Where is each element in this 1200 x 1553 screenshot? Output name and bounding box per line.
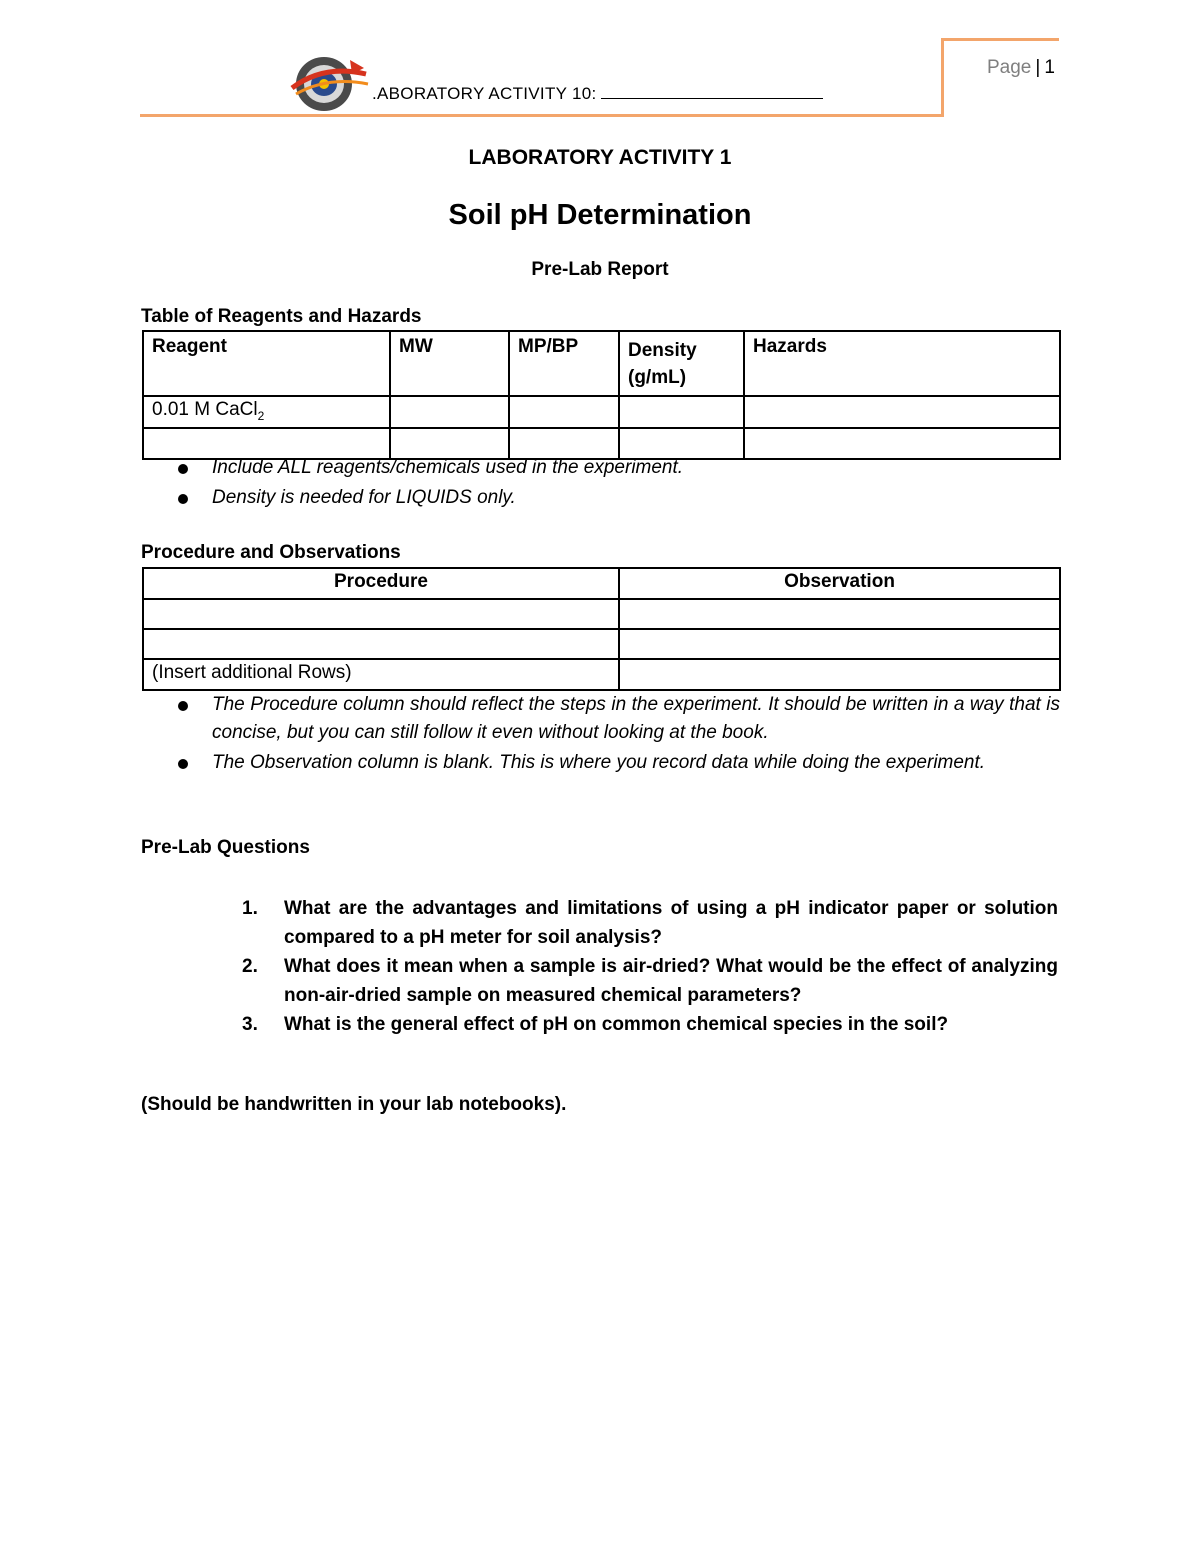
questions-list xyxy=(242,894,1058,1039)
reagents-heading: Table of Reagents and Hazards xyxy=(141,306,422,327)
reagents-notes xyxy=(142,454,1060,512)
table-row xyxy=(143,659,1060,690)
reagent-subscript: 2 xyxy=(257,408,265,423)
reagent-name: 0.01 M CaCl xyxy=(152,399,258,420)
observation-cell[interactable] xyxy=(619,599,1060,629)
density-unit: (g/mL) xyxy=(628,367,687,388)
question-text: What are the advantages and limitations of using a pH indicator paper or solution compared to a pH meter for soil analysis? xyxy=(284,898,1058,948)
list-item xyxy=(242,1010,1058,1039)
hazards-cell[interactable] xyxy=(744,396,1060,428)
list-item xyxy=(242,894,1058,952)
procedure-cell[interactable] xyxy=(143,599,619,629)
header-blank-line xyxy=(601,84,823,99)
bullet-icon xyxy=(178,494,188,504)
reagents-table xyxy=(142,330,1061,460)
procedure-table xyxy=(142,567,1061,691)
list-item xyxy=(142,454,1060,482)
header-activity-text: .ABORATORY ACTIVITY 10: xyxy=(372,84,597,103)
density-label: Density xyxy=(628,340,697,361)
column-header-hazards: Hazards xyxy=(744,331,1060,396)
table-row xyxy=(143,396,1060,428)
question-number: 1. xyxy=(242,898,258,919)
note-text: Include ALL reagents/chemicals used in the experiment. xyxy=(212,457,684,478)
page-word: Page xyxy=(987,57,1032,78)
bullet-icon xyxy=(178,759,188,769)
list-item xyxy=(142,484,1060,512)
note-text: The Procedure column should reflect the steps in the experiment. It should be written in a way that is concise, but you can still follow it even without looking at the book. xyxy=(212,694,1060,743)
procedure-cell[interactable]: (Insert additional Rows) xyxy=(143,659,619,690)
question-text: What does it mean when a sample is air-dried? What would be the effect of analyzing non-air-dried sample on measured chemical parameters? xyxy=(284,956,1058,1006)
page-number-value: 1 xyxy=(1044,57,1055,78)
note-text: Density is needed for LIQUIDS only. xyxy=(212,487,516,508)
column-header-observation: Observation xyxy=(619,568,1060,599)
mw-cell[interactable] xyxy=(390,396,509,428)
header-divider xyxy=(941,38,944,117)
questions-heading: Pre-Lab Questions xyxy=(141,837,310,858)
procedure-cell[interactable] xyxy=(143,629,619,659)
activity-title: LABORATORY ACTIVITY 1 xyxy=(468,146,732,169)
table-row xyxy=(143,599,1060,629)
list-item xyxy=(142,749,1060,777)
column-header-density xyxy=(619,331,744,396)
column-header-mw: MW xyxy=(390,331,509,396)
column-header-mpbp: MP/BP xyxy=(509,331,619,396)
table-row xyxy=(143,629,1060,659)
list-item xyxy=(142,691,1060,747)
document-subtitle: Pre-Lab Report xyxy=(531,259,669,280)
column-header-procedure: Procedure xyxy=(143,568,619,599)
page-separator: | xyxy=(1035,57,1041,78)
density-cell[interactable] xyxy=(619,396,744,428)
observation-cell[interactable] xyxy=(619,659,1060,690)
question-text: What is the general effect of pH on common chemical species in the soil? xyxy=(284,1014,949,1035)
note-text: The Observation column is blank. This is where you record data while doing the experiment. xyxy=(212,752,986,773)
mpbp-cell[interactable] xyxy=(509,396,619,428)
bullet-icon xyxy=(178,464,188,474)
university-seal-logo xyxy=(288,54,370,114)
question-number: 2. xyxy=(242,956,258,977)
list-item xyxy=(242,952,1058,1010)
table-header-row xyxy=(143,568,1060,599)
header-rule xyxy=(140,114,943,117)
column-header-reagent: Reagent xyxy=(143,331,390,396)
header-activity-label xyxy=(372,84,823,104)
header-top-rule xyxy=(941,38,1059,41)
footer-note: (Should be handwritten in your lab notebooks). xyxy=(141,1094,567,1115)
question-number: 3. xyxy=(242,1014,258,1035)
observation-cell[interactable] xyxy=(619,629,1060,659)
table-header-row xyxy=(143,331,1060,396)
page-number xyxy=(987,57,1055,79)
procedure-notes xyxy=(142,691,1060,777)
bullet-icon xyxy=(178,701,188,711)
document-title: Soil pH Determination xyxy=(448,199,752,231)
reagent-cell[interactable] xyxy=(143,396,390,428)
procedure-heading: Procedure and Observations xyxy=(141,542,401,563)
